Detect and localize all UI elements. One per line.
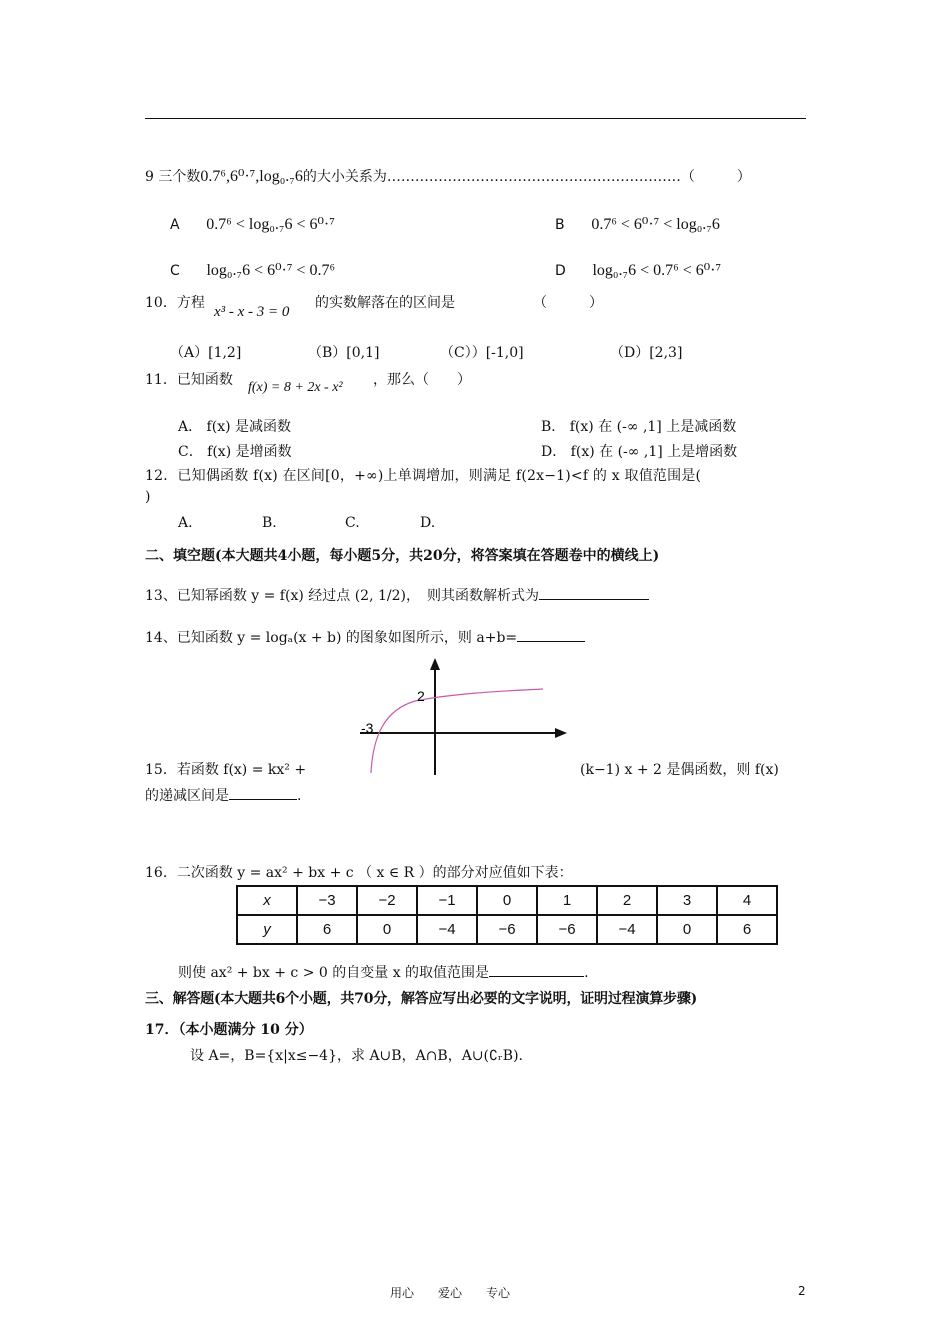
q10-option-c: （C））[-1,0] bbox=[440, 345, 524, 361]
y-axis-arrow bbox=[430, 658, 440, 670]
q12-option-b: B. bbox=[262, 515, 277, 531]
q10-equation: x³ - x - 3 = 0 bbox=[214, 304, 290, 320]
q11-tail: ，那么（ ） bbox=[373, 372, 471, 388]
header-rule bbox=[145, 118, 806, 119]
q15-left: 15．若函数 f(x) = kx² + bbox=[145, 762, 307, 778]
table-cell: 0 bbox=[357, 915, 417, 944]
q12-line2: ) bbox=[145, 489, 151, 505]
x-axis-arrow bbox=[555, 728, 567, 738]
q11-option-d: D． f(x) 在 (-∞ ,1] 上是增函数 bbox=[541, 444, 738, 460]
q10-stem: 10．方程 bbox=[145, 295, 205, 311]
q9-option-a: A 0.7⁶ < log₀.₇6 < 6⁰·⁷ bbox=[170, 216, 335, 233]
table-cell: −2 bbox=[357, 886, 417, 915]
q11-equation: f(x) = 8 + 2x - x² bbox=[248, 380, 343, 395]
table-cell: x bbox=[237, 886, 297, 915]
log-curve bbox=[371, 689, 543, 773]
q10-option-d: （D）[2,3] bbox=[610, 345, 683, 361]
q11-option-a: A． f(x) 是减函数 bbox=[178, 419, 292, 435]
q15-answer-blank[interactable] bbox=[229, 785, 297, 800]
table-cell: −3 bbox=[297, 886, 357, 915]
q9-stem: 9 三个数0.7⁶,6⁰·⁷,log₀.₇6的大小关系为………………………………………………………（ ） bbox=[145, 168, 751, 185]
table-cell: −1 bbox=[417, 886, 477, 915]
q16-after: 则使 ax² + bx + c > 0 的自变量 x 的取值范围是 . bbox=[178, 962, 589, 982]
q11-option-c: C． f(x) 是增函数 bbox=[178, 444, 292, 460]
q12-option-c: C. bbox=[345, 515, 360, 531]
table-cell: 4 bbox=[717, 886, 777, 915]
q9-option-b: B 0.7⁶ < 6⁰·⁷ < log₀.₇6 bbox=[555, 216, 720, 233]
q16-value-table bbox=[236, 885, 778, 945]
q17-body: 设 A=，B={x|x≤−4}，求 A∪B，A∩B，A∪(∁ᵣB). bbox=[190, 1048, 523, 1064]
table-cell: −6 bbox=[477, 915, 537, 944]
q12-option-a: A. bbox=[178, 515, 193, 531]
q16-answer-blank[interactable] bbox=[489, 962, 584, 977]
q15-right: (k−1) x + 2 是偶函数，则 f(x) bbox=[580, 762, 779, 778]
table-cell: 6 bbox=[297, 915, 357, 944]
footer-motto: 用心 爱心 专心 bbox=[390, 1286, 511, 1300]
q13-answer-blank[interactable] bbox=[539, 585, 649, 600]
table-cell: 3 bbox=[657, 886, 717, 915]
table-row-x bbox=[237, 886, 777, 915]
q9-option-d: D log₀.₇6 < 0.7⁶ < 6⁰·⁷ bbox=[555, 262, 722, 279]
label-neg3: -3 bbox=[361, 720, 374, 736]
table-cell: 6 bbox=[717, 915, 777, 944]
table-cell: 0 bbox=[657, 915, 717, 944]
q10-option-a: （A）[1,2] bbox=[170, 345, 242, 361]
q17-head: 17．（本小题满分 10 分） bbox=[145, 1022, 313, 1038]
q16-text: 16．二次函数 y = ax² + bx + c （ x ∈ R ）的部分对应值如下表： bbox=[145, 865, 573, 881]
table-cell: −4 bbox=[417, 915, 477, 944]
table-cell: 2 bbox=[597, 886, 657, 915]
q10-option-b: （B）[0,1] bbox=[308, 345, 380, 361]
q10-tail: 的实数解落在的区间是 bbox=[315, 295, 455, 311]
table-cell: −4 bbox=[597, 915, 657, 944]
q12-line1: 12．已知偶函数 f(x) 在区间[0，+∞)上单调增加，则满足 f(2x−1)<f 的 x 取值范围是( bbox=[145, 468, 702, 484]
table-cell: 0 bbox=[477, 886, 537, 915]
q11-option-b: B． f(x) 在 (-∞ ,1] 上是减函数 bbox=[541, 419, 737, 435]
q14-text: 14、已知函数 y = logₐ(x + b) 的图象如图所示，则 a+b= bbox=[145, 627, 585, 647]
section-2-heading: 二、填空题(本大题共4小题，每小题5分，共20分，将答案填在答题卷中的横线上) bbox=[145, 548, 660, 564]
q13-text: 13、已知幂函数 y = f(x) 经过点 (2, 1/2)， 则其函数解析式为 bbox=[145, 585, 649, 605]
q14-answer-blank[interactable] bbox=[517, 627, 585, 642]
section-3-heading: 三、解答题(本大题共6个小题，共70分，解答应写出必要的文字说明，证明过程演算步骤) bbox=[145, 991, 698, 1007]
q12-option-d: D. bbox=[420, 515, 436, 531]
table-cell: y bbox=[237, 915, 297, 944]
q10-answer-paren: （ ） bbox=[533, 295, 603, 311]
table-cell: −6 bbox=[537, 915, 597, 944]
label-2: 2 bbox=[417, 688, 425, 704]
q14-log-graph bbox=[355, 655, 570, 780]
page-number: 2 bbox=[798, 1284, 806, 1298]
q9-option-c: C log₀.₇6 < 6⁰·⁷ < 0.7⁶ bbox=[170, 262, 336, 279]
q15-line2: 的递减区间是 . bbox=[145, 785, 301, 805]
table-cell: 1 bbox=[537, 886, 597, 915]
q11-stem: 11．已知函数 bbox=[145, 372, 233, 388]
table-row-y bbox=[237, 915, 777, 944]
